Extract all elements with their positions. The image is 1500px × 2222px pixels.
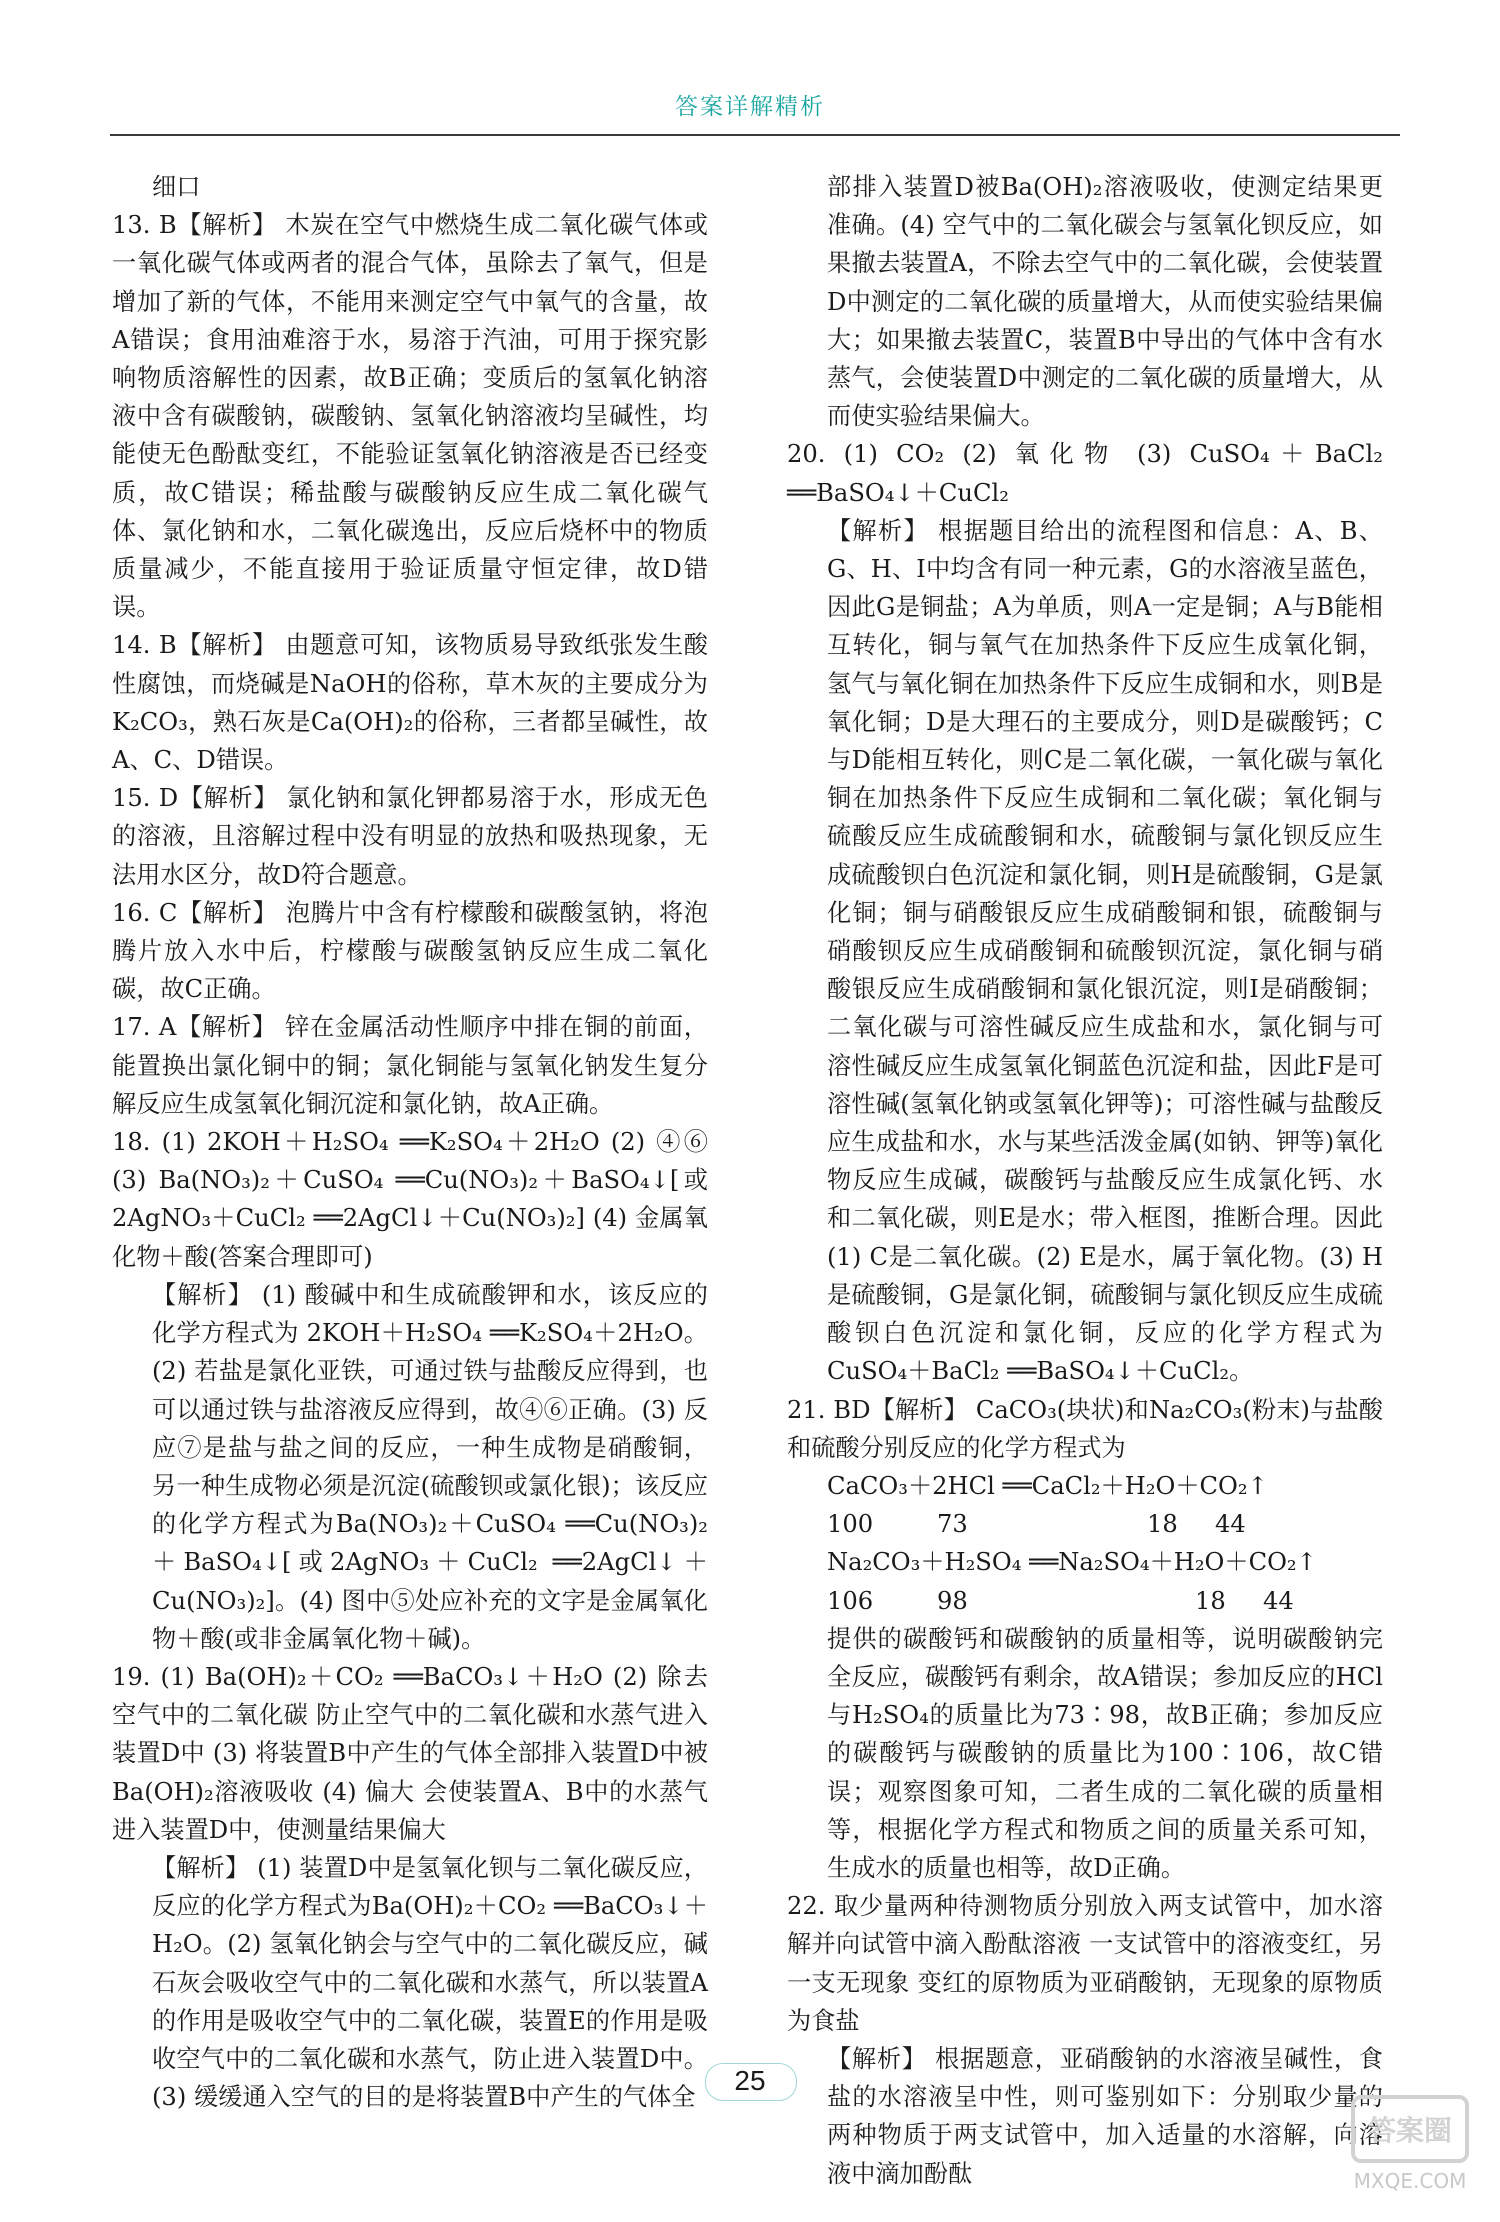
answer-15: 15. D【解析】 氯化钠和氯化钾都易溶于水，形成无色的溶液，且溶解过程中没有明显的放热和吸热现象，无法用水区分，故D符合题意。: [112, 784, 708, 889]
answer-21: 21. BD【解析】 CaCO₃(块状)和Na₂CO₃(粉末)与盐酸和硫酸分别反应的化学方程式为: [787, 1395, 1383, 1462]
answer-17: 17. A【解析】 锌在金属活动性顺序中排在铜的前面，能置换出氯化铜中的铜；氯化铜能与氢氧化钠发生复分解反应生成氢氧化铜沉淀和氯化钠，故A正确。: [112, 1013, 708, 1118]
answer-16: 16. C【解析】 泡腾片中含有柠檬酸和碳酸氢钠，将泡腾片放入水中后，柠檬酸与碳酸氢钠反应生成二氧化碳，故C正确。: [112, 898, 708, 1004]
mass-row-2: [787, 1582, 1383, 1620]
header-title: 答案详解精析: [675, 94, 825, 120]
analysis-19-cont: 部排入装置D被Ba(OH)₂溶液吸收，使测定结果更准确。(4) 空气中的二氧化碳会与氢氧化钡反应，如果撤去装置A，不除去空气中的二氧化碳，会使装置D中测定的二氧化碳的质量增大，从而使实验结果偏大；如果撤去装置C，装置B中导出的气体中含有水蒸气，会使装置D中测定的二氧化碳的质量增大，从而使实验结果偏大。: [827, 173, 1384, 431]
analysis-20: 【解析】 根据题目给出的流程图和信息：A、B、G、H、I中均含有同一种元素，G的水溶液呈蓝色，因此G是铜盐；A为单质，则A一定是铜；A与B能相互转化，铜与氧气在加热条件下反应生成氧化铜，氢气与氧化铜在加热条件下反应生成铜和水，则B是氧化铜；D是大理石的主要成分，则D是碳酸钙；C与D能相互转化，则C是二氧化碳，一氧化碳与氧化铜在加热条件下反应生成铜和二氧化碳；氧化铜与硫酸反应生成硫酸铜和水，硫酸铜与氯化钡反应生成硫酸钡白色沉淀和氯化铜，则H是硫酸铜，G是氯化铜；铜与硝酸银反应生成硝酸铜和银，硫酸铜与硝酸钡反应生成硝酸铜和硫酸钡沉淀，氯化铜与硝酸银反应生成硝酸铜和氯化银沉淀，则I是硝酸铜；二氧化碳与可溶性碱反应生成盐和水，氯化铜与可溶性碱反应生成氢氧化铜蓝色沉淀和盐，因此F是可溶性碱(氢氧化钠或氢氧化钾等)；可溶性碱与盐酸反应生成盐和水，水与某些活泼金属(如钠、钾等)氧化物反应生成碱，碳酸钙与盐酸反应生成氯化钙、水和二氧化碳，则E是水；带入框图，推断合理。因此(1) C是二氧化碳。(2) E是水，属于氧化物。(3) H是硫酸铜，G是氯化铜，硫酸铜与氯化钡反应生成硫酸钡白色沉淀和氯化铜，反应的化学方程式为CuSO₄＋BaCl₂ ══BaSO₄↓＋CuCl₂。: [827, 516, 1383, 1386]
mass-value: 18: [1195, 1586, 1226, 1615]
header-divider: [110, 134, 1400, 136]
mass-value: 73: [937, 1510, 968, 1539]
left-column: [112, 168, 708, 2116]
mass-value: 44: [1263, 1586, 1294, 1615]
right-column: [787, 168, 1383, 2193]
answer-22: 22. 取少量两种待测物质分别放入两支试管中，加水溶解并向试管中滴入酚酞溶液 一支试管中的溶液变红，另一支无现象 变红的原物质为亚硝酸钠，无现象的原物质为食盐: [787, 1892, 1383, 2035]
mass-value: 100: [827, 1510, 874, 1539]
answer-13: 13. B【解析】 木炭在空气中燃烧生成二氧化碳气体或一氧化碳气体或两者的混合气体，虽除去了氧气，但是增加了新的气体，不能用来测定空气中氧气的含量，故A错误；食用油难溶于水，易溶于汽油，可用于探究影响物质溶解性的因素，故B正确；变质后的氢氧化钠溶液中含有碳酸钠，碳酸钠、氢氧化钠溶液均呈碱性，均能使无色酚酞变红，不能验证氢氧化钠溶液是否已经变质，故C错误；稀盐酸与碳酸钠反应生成二氧化碳气体、氯化钠和水，二氧化碳逸出，反应后烧杯中的物质质量减少，不能直接用于验证质量守恒定律，故D错误。: [112, 211, 708, 622]
page-number: 25: [734, 2065, 766, 2096]
answer-19: 19. (1) Ba(OH)₂＋CO₂ ══BaCO₃↓＋H₂O (2) 除去空气中的二氧化碳 防止空气中的二氧化碳和水蒸气进入装置D中 (3) 将装置B中产生的气体全部排入装置D中被Ba(OH)₂溶液吸收 (4) 偏大 会使装置A、B中的水蒸气进入装置D中，使测量结果偏大: [112, 1662, 708, 1844]
analysis-18: 【解析】 (1) 酸碱中和生成硫酸钾和水，该反应的化学方程式为 2KOH＋H₂SO₄ ══K₂SO₄＋2H₂O。(2) 若盐是氯化亚铁，可通过铁与盐酸反应得到，也可以通过铁与盐溶液反应得到，故④⑥正确。(3) 反应⑦是盐与盐之间的反应，一种生成物是硝酸铜，另一种生成物必须是沉淀(硫酸钡或氯化银)；该反应的化学方程式为Ba(NO₃)₂＋CuSO₄ ══Cu(NO₃)₂＋BaSO₄↓[或2AgNO₃＋CuCl₂ ══2AgCl↓＋Cu(NO₃)₂]。(4) 图中⑤处应补充的文字是金属氧化物＋酸(或非金属氧化物＋碱)。: [152, 1280, 708, 1653]
watermark-logo: 答案圈: [1351, 2095, 1469, 2163]
watermark-text: MXQE.COM: [1353, 2169, 1467, 2193]
analysis-21: 提供的碳酸钙和碳酸钠的质量相等，说明碳酸钠完全反应，碳酸钙有剩余，故A错误；参加反应的HCl与H₂SO₄的质量比为73∶98，故B正确；参加反应的碳酸钙与碳酸钠的质量比为100∶106，故C错误；观察图象可知，二者生成的二氧化碳的质量相等，根据化学方程式和物质之间的质量关系可知，生成水的质量也相等，故D正确。: [827, 1624, 1383, 1882]
mass-row-1: [787, 1505, 1383, 1543]
analysis-22: 【解析】 根据题意，亚硝酸钠的水溶液呈碱性，食盐的水溶液呈中性，则可鉴别如下：分别取少量的两种物质于两支试管中，加入适量的水溶解，向溶液中滴加酚酞: [827, 2044, 1383, 2188]
equation-2: Na₂CO₃＋H₂SO₄ ══Na₂SO₄＋H₂O＋CO₂↑: [827, 1548, 1317, 1577]
mass-value: 18: [1147, 1510, 1178, 1539]
analysis-19: 【解析】 (1) 装置D中是氢氧化钡与二氧化碳反应，反应的化学方程式为Ba(OH)₂＋CO₂ ══BaCO₃↓＋H₂O。(2) 氢氧化钠会与空气中的二氧化碳反应，碱石灰会吸收空气中的二氧化碳和水蒸气，所以装置A的作用是吸收空气中的二氧化碳，装置E的作用是吸收空气中的二氧化碳和水蒸气，防止进入装置D中。(3) 缓缓通入空气的目的是将装置B中产生的气体全: [152, 1853, 708, 2112]
text-block: 细口: [152, 173, 201, 201]
mass-value: 106: [827, 1586, 874, 1615]
answer-18: 18. (1) 2KOH＋H₂SO₄ ══K₂SO₄＋2H₂O (2) ④⑥ (3) Ba(NO₃)₂＋CuSO₄ ══Cu(NO₃)₂＋BaSO₄↓[或2AgNO₃＋CuCl₂ ══2AgCl↓＋Cu(NO₃)₂] (4) 金属氧化物＋酸(答案合理即可): [112, 1128, 708, 1271]
watermark: [1330, 2095, 1490, 2205]
answer-14: 14. B【解析】 由题意可知，该物质易导致纸张发生酸性腐蚀，而烧碱是NaOH的俗称，草木灰的主要成分为K₂CO₃，熟石灰是Ca(OH)₂的俗称，三者都呈碱性，故A、C、D错误。: [112, 631, 708, 775]
equation-1: CaCO₃＋2HCl ══CaCl₂＋H₂O＋CO₂↑: [827, 1471, 1268, 1500]
answer-20: 20. (1) CO₂ (2) 氧化物 (3) CuSO₄＋BaCl₂ ══BaSO₄↓＋CuCl₂: [787, 440, 1383, 507]
mass-value: 98: [937, 1586, 968, 1615]
mass-value: 44: [1215, 1510, 1246, 1539]
